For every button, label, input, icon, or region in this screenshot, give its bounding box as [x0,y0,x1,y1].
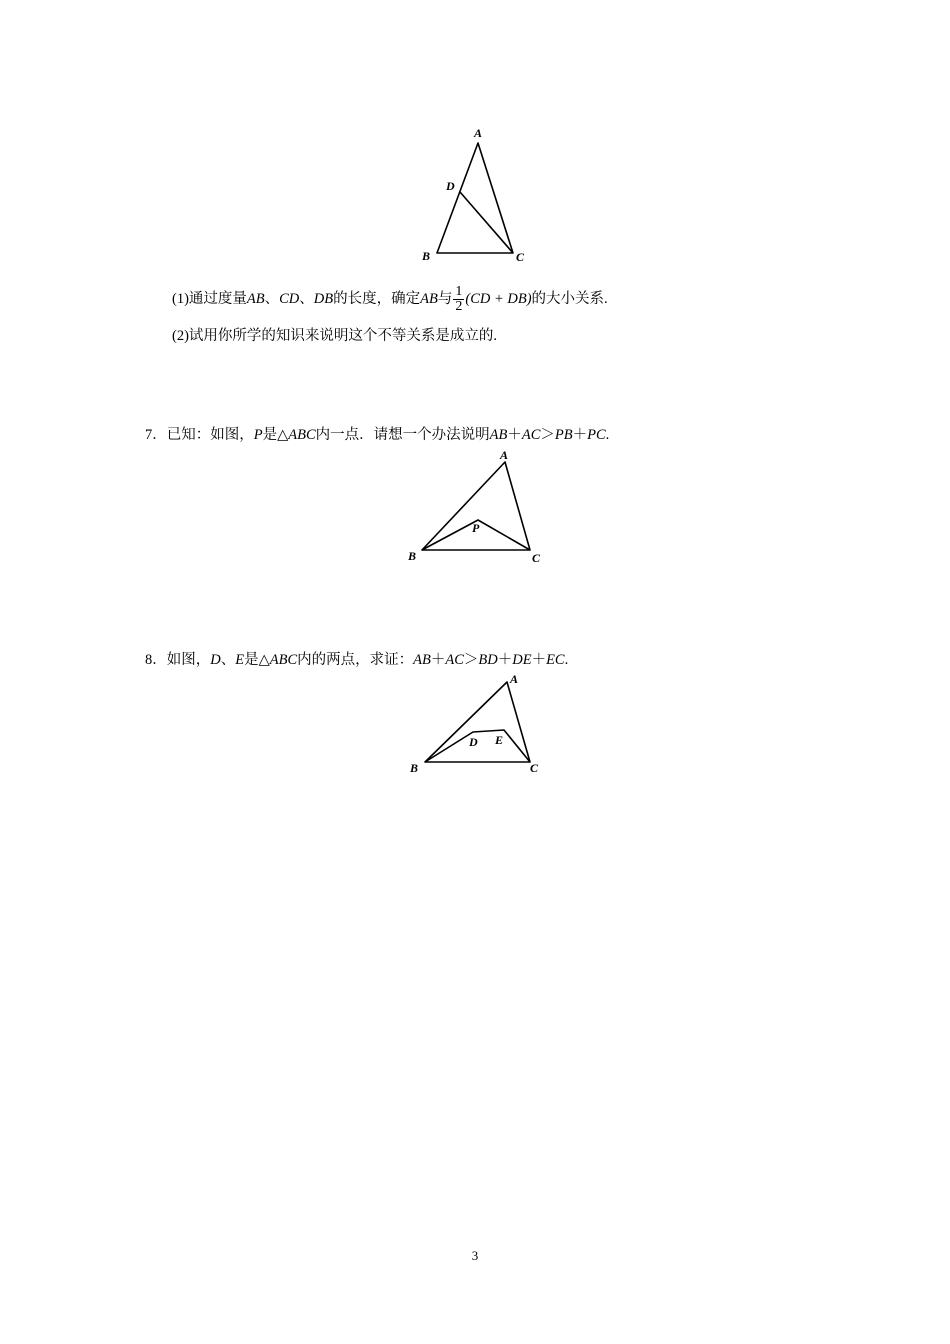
q8-text2: 是△ [244,652,270,668]
label-c: C [530,761,539,775]
q8-plus3: ＋ [531,652,547,668]
q8-end: . [564,652,569,668]
q8-bd: BD [478,652,498,668]
q8-ec: EC [546,652,565,668]
label-b: B [408,549,417,563]
q8-d: D [210,652,221,668]
figure-triangle-p [400,445,550,570]
q6-part1-paren: (CD + DB) [465,290,532,307]
q8-e: E [235,652,245,668]
question-7 [145,425,609,445]
fraction-one-half [453,285,464,314]
q7-pc: PC [587,427,606,443]
q7-plus2: ＋ [572,427,588,443]
q6-part1-ab: AB [246,290,265,307]
q8-number: 8． [145,652,167,668]
q8-sep: 、 [220,652,236,668]
triangle-abc [425,682,530,762]
label-b: B [410,761,419,775]
label-c: C [516,250,525,264]
q6-part1-sep2: 、 [299,290,314,307]
page-number: 3 [471,1248,479,1263]
label-a: A [500,448,509,462]
q7-gt: ＞ [540,427,555,443]
q6-part1-sep1: 、 [264,290,280,307]
q8-abc: ABC [269,652,298,668]
q8-ab: AB [413,652,431,668]
q6-part1 [172,285,608,314]
triangle-abc [422,462,530,550]
label-b: B [422,249,431,263]
q7-plus1: ＋ [507,427,522,443]
q7-end: . [605,427,610,443]
figure-triangle-abd [415,120,535,270]
label-a: A [474,126,483,140]
q6-part1-with: 与 [437,290,453,307]
q6-part1-prefix: (1)通过度量 [172,290,247,307]
q8-text3: 内的两点，求证： [297,652,414,668]
q8-de: DE [512,652,532,668]
q7-p: P [253,427,263,443]
fraction-numerator: 1 [455,284,463,299]
triangle-abc [437,143,513,253]
q7-text2: 是△ [262,427,289,443]
q7-text1: 已知：如图， [166,427,254,443]
q8-ac: AC [445,652,464,668]
label-e: E [495,733,504,747]
label-c: C [532,551,541,565]
label-p: P [472,521,480,535]
label-d: D [469,735,478,749]
q7-ab: AB [489,427,508,443]
q6-part1-ab2: AB [420,290,438,307]
label-d: D [446,179,455,193]
q7-text3: 内一点．请想一个办法说明 [315,427,490,443]
q6-part1-cd: CD [279,290,300,307]
segment-dc [460,192,513,253]
q7-abc: ABC [288,427,316,443]
question-8 [145,650,568,670]
q6-part1-mid: 的长度，确定 [333,290,421,307]
figure-triangle-de [400,670,550,780]
q7-ac: AC [521,427,541,443]
q7-pb: PB [554,427,573,443]
q8-plus1: ＋ [430,652,446,668]
q7-number: 7． [145,427,167,443]
fraction-denominator: 2 [455,299,463,314]
q6-part1-db: DB [313,290,334,307]
q6-part2: (2)试用你所学的知识来说明这个不等关系是成立的. [172,328,498,344]
q8-text1: 如图， [166,652,211,668]
q8-plus2: ＋ [497,652,513,668]
label-a: A [510,672,519,686]
q8-gt: ＞ [463,652,479,668]
q6-part1-suffix: 的大小关系. [531,290,608,307]
